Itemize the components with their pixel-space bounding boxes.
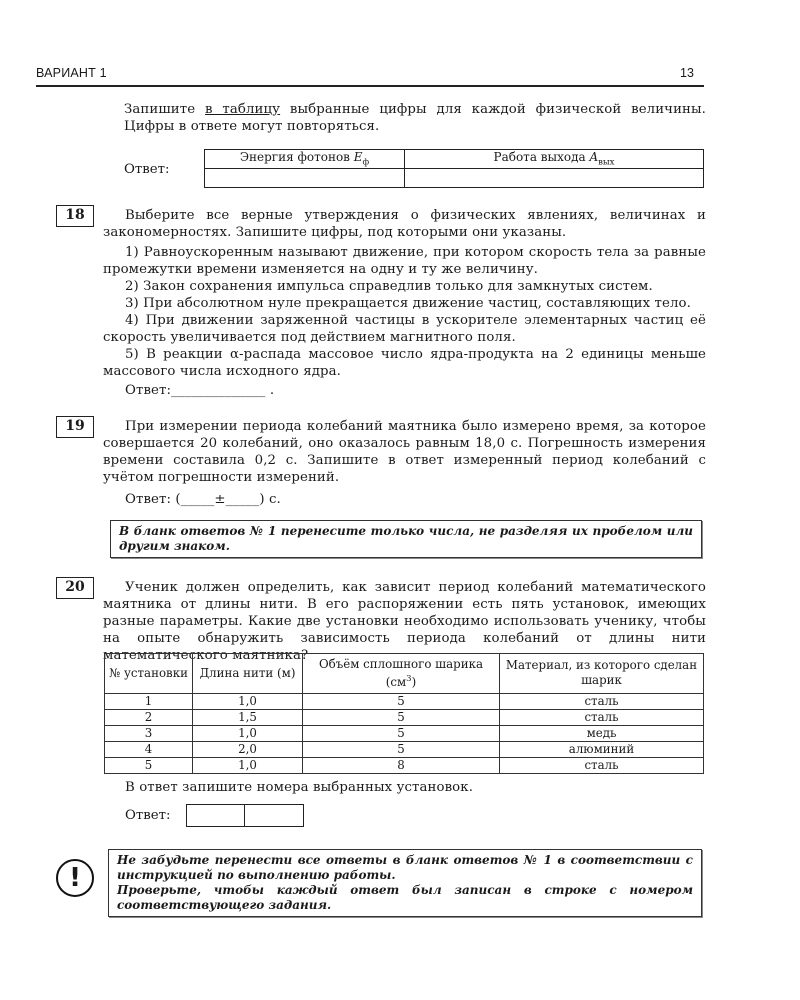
cell: 5 [105, 757, 193, 773]
cell: 5 [303, 725, 500, 741]
header-divider [36, 85, 704, 87]
cell: 1,0 [193, 693, 303, 709]
question-number-20: 20 [56, 577, 94, 599]
q18-options [103, 244, 706, 380]
cell: сталь [500, 757, 704, 773]
page-number: 13 [680, 66, 694, 80]
question-number-19: 19 [56, 416, 94, 438]
answer-box-2[interactable] [245, 804, 304, 827]
intro-text-start: Запишите [124, 102, 206, 117]
col-thread-length: Длина нити (м) [193, 654, 303, 694]
table-row [105, 709, 704, 725]
q19-transfer-note: В бланк ответов № 1 перенесите только числа, не разделяя их пробелом или другим знаком. [110, 520, 702, 558]
table-row [105, 725, 704, 741]
col-setup-number: № установки [105, 654, 193, 694]
cell: алюминий [500, 741, 704, 757]
intro-instruction [124, 101, 706, 135]
cell: 1,5 [193, 709, 303, 725]
table-row [105, 741, 704, 757]
table-link: в таблицу [205, 102, 281, 117]
q18-answer-line[interactable]: Ответ:______________ . [125, 383, 275, 398]
table-row [105, 757, 704, 773]
cell: сталь [500, 693, 704, 709]
q18-option-1: 1) Равноускоренным называют движение, при котором скорость тела за равные промежутки времени изменяется на одну и ту же величину. [103, 245, 706, 277]
variant-label: ВАРИАНТ 1 [36, 66, 107, 80]
q19-answer-line[interactable]: Ответ: (_____±_____) с. [125, 492, 281, 507]
cell: 5 [303, 693, 500, 709]
exclamation-circle-icon: ! [56, 859, 94, 897]
footer-reminder-note [108, 849, 702, 917]
q19-prompt: При измерении периода колебаний маятника было измерено время, за которое совершается 20 колебаний, оно оказалось равным 18,0 с. Погрешность измерения времени составила 0,2 с. Запишите в ответ измеренный период колебаний с учётом погрешности измерений. [103, 419, 706, 485]
intro-answer-label: Ответ: [124, 162, 170, 177]
cell: 4 [105, 741, 193, 757]
cell: медь [500, 725, 704, 741]
cell: 5 [303, 709, 500, 725]
cell: 2,0 [193, 741, 303, 757]
q20-answer-label: Ответ: [125, 808, 171, 823]
cell: 2 [105, 709, 193, 725]
reminder-line-2: Проверьте, чтобы каждый ответ был записан в строке с номером соответствующего задания. [117, 883, 693, 912]
q18-option-3: 3) При абсолютном нуле прекращается движение частиц, составляющих тело. [125, 296, 691, 311]
cell: 1,0 [193, 757, 303, 773]
cell: 1,0 [193, 725, 303, 741]
energy-photons-header: Энергия фотонов $E_ф$ [205, 150, 405, 169]
q18-option-4: 4) При движении заряженной частицы в ускорителе элементарных частиц её скорость увеличивается под действием магнитного поля. [103, 313, 706, 345]
reminder-line-1: Не забудьте перенести все ответы в бланк ответов № 1 в соответствии с инструкцией по выполнению работы. [117, 853, 693, 882]
cell: 5 [303, 741, 500, 757]
work-function-answer-cell[interactable] [405, 169, 704, 188]
table-header-row [105, 654, 704, 694]
q20-instruction: В ответ запишите номера выбранных установок. [125, 780, 474, 795]
q18-prompt: Выберите все верные утверждения о физических явлениях, величинах и закономерностях. Запишите цифры, под которыми они указаны. [103, 208, 706, 240]
energy-photons-answer-cell[interactable] [205, 169, 405, 188]
q18-option-2: 2) Закон сохранения импульса справедлив только для замкнутых систем. [125, 279, 653, 294]
work-function-header: Работа выхода $A_{вых}$ [405, 150, 704, 169]
setups-table [104, 653, 704, 774]
answer-box-1[interactable] [186, 804, 245, 827]
col-ball-material: Материал, из которого сделан шарик [500, 654, 704, 694]
cell: 1 [105, 693, 193, 709]
table-row [105, 693, 704, 709]
intro-answer-table [204, 149, 704, 188]
cell: сталь [500, 709, 704, 725]
q20-prompt: Ученик должен определить, как зависит период колебаний математического маятника от длины нити. В его распоряжении есть пять установок, имеющих разные параметры. Какие две установки необходимо использовать ученику, чтобы на опыте обнаружить зависимость периода колебаний от длины нити математического маятника? [103, 580, 706, 663]
question-number-18: 18 [56, 205, 94, 227]
cell: 8 [303, 757, 500, 773]
col-ball-volume: Объём сплошного шарика $(см^3)$ [303, 654, 500, 694]
q20-answer-boxes [186, 804, 304, 827]
cell: 3 [105, 725, 193, 741]
q18-option-5: 5) В реакции α-распада массовое число ядра-продукта на 2 единицы меньше массового числа исходного ядра. [103, 347, 706, 379]
intro-text-end: выбранные цифры для каждой физической величины. Цифры в ответе могут повторяться. [124, 102, 706, 134]
